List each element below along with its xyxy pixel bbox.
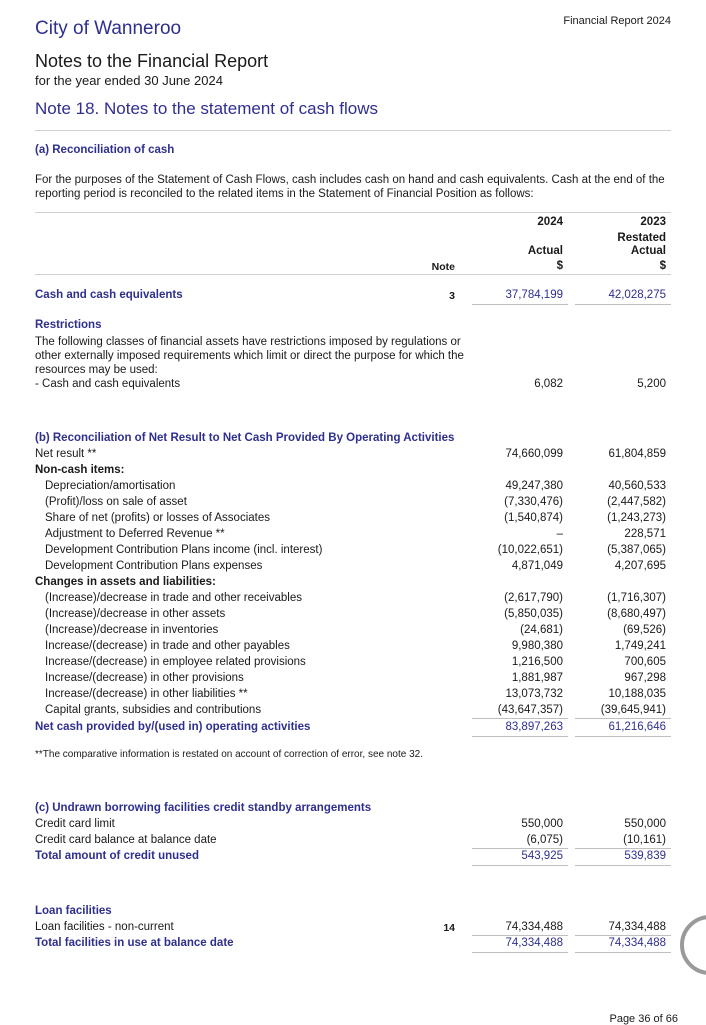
table-row-2024: 1,216,500	[511, 656, 563, 668]
cash-2024: 37,784,199	[505, 289, 563, 301]
table-row-label: Increase/(decrease) in trade and other payables	[45, 640, 290, 652]
organisation-name: City of Wanneroo	[35, 18, 182, 39]
credit-total-overline-2024	[472, 848, 568, 849]
restrictions-item-2023: 5,200	[637, 378, 666, 390]
table-row-label: (Profit)/loss on sale of asset	[45, 496, 187, 508]
operating-total-overline-2024	[472, 718, 568, 719]
column-actual-2023: Actual	[630, 245, 666, 257]
restrictions-heading: Restrictions	[35, 319, 102, 331]
table-row-2024: 13,073,732	[505, 688, 563, 700]
loan-facilities-heading: Loan facilities	[35, 905, 112, 917]
loan-total-2024: 74,334,488	[505, 937, 563, 949]
table-row-2024: 4,871,049	[511, 560, 563, 572]
table-row-2024: (43,647,357)	[497, 704, 563, 716]
table-row-2023: (1,716,307)	[607, 592, 666, 604]
loan-total-2023: 74,334,488	[608, 937, 666, 949]
cash-underline-2023	[575, 304, 671, 305]
table-row-2023: (69,526)	[623, 624, 666, 636]
net-result-2024: 74,660,099	[505, 448, 563, 460]
table-row-2023: (8,680,497)	[607, 608, 666, 620]
column-year-2023: 2023	[640, 216, 666, 228]
table-row-2024: (5,850,035)	[504, 608, 563, 620]
table-row-label: (Increase)/decrease in other assets	[45, 608, 226, 620]
operating-total-underline-2024	[472, 736, 568, 737]
section-c-heading: (c) Undrawn borrowing facilities credit standby arrangements	[35, 802, 372, 814]
table-row-2023: (2,447,582)	[607, 496, 666, 508]
table-row-2023: 967,298	[624, 672, 666, 684]
table-row-2024: 49,247,380	[505, 480, 563, 492]
table-row-2023: 10,188,035	[608, 688, 666, 700]
loan-total-overline-2024	[472, 935, 568, 936]
table-row-label: Increase/(decrease) in other liabilities **	[45, 688, 248, 700]
table-row-label: Capital grants, subsidies and contributions	[45, 704, 262, 716]
loan-noncurrent-label: Loan facilities - non-current	[35, 921, 174, 933]
credit-balance-2024: (6,075)	[526, 834, 563, 846]
table-row-label: (Increase)/decrease in inventories	[45, 624, 219, 636]
operating-total-label: Net cash provided by/(used in) operating activities	[35, 721, 311, 733]
cash-note-ref: 3	[449, 290, 455, 302]
table-row-label: Development Contribution Plans expenses	[45, 560, 263, 572]
page-number: Page 36 of 66	[609, 1013, 678, 1025]
table-row-2024: (24,681)	[520, 624, 563, 636]
loan-total-label: Total facilities in use at balance date	[35, 937, 234, 949]
column-actual-2024: Actual	[527, 245, 563, 257]
loan-total-underline-2024	[472, 952, 568, 953]
changes-heading: Changes in assets and liabilities:	[35, 576, 216, 588]
loan-noncurrent-2024: 74,334,488	[505, 921, 563, 933]
table-row-label: Depreciation/amortisation	[45, 480, 176, 492]
operating-total-underline-2023	[575, 736, 671, 737]
restrictions-paragraph: The following classes of financial assets have restrictions imposed by regulations or other externally imposed requirements which limit or direct the purpose for which the resources may be used:	[35, 336, 464, 376]
table-row-2024: (1,540,874)	[504, 512, 563, 524]
section-a-paragraph: For the purposes of the Statement of Cash Flows, cash includes cash on hand and cash equivalents. Cash at the end of the reporting period is reconciled to the related items in the Statement of Financial Position as follows:	[35, 174, 665, 200]
loan-total-overline-2023	[575, 935, 671, 936]
column-year-2024: 2024	[537, 216, 563, 228]
net-result-2023: 61,804,859	[608, 448, 666, 460]
restrictions-item-2024: 6,082	[534, 378, 563, 390]
table-row-label: (Increase)/decrease in trade and other receivables	[45, 592, 302, 604]
column-currency-2024: $	[556, 260, 563, 272]
column-note: Note	[431, 261, 455, 273]
table-row-2023: (39,645,941)	[600, 704, 666, 716]
table-row-2024: (10,022,651)	[497, 544, 563, 556]
credit-total-underline-2023	[575, 865, 671, 866]
audit-stamp-icon	[680, 915, 706, 975]
credit-balance-label: Credit card balance at balance date	[35, 834, 217, 846]
cash-underline-2024	[472, 304, 568, 305]
operating-total-2024: 83,897,263	[505, 721, 563, 733]
table-row-2023: (1,243,273)	[607, 512, 666, 524]
cash-label: Cash and cash equivalents	[35, 289, 183, 301]
page-title: Notes to the Financial Report	[35, 51, 269, 71]
title-divider	[35, 130, 671, 131]
table-row-2023: 4,207,695	[614, 560, 666, 572]
table-row-2024: (7,330,476)	[504, 496, 563, 508]
credit-total-2024: 543,925	[521, 850, 563, 862]
table-row-2024: –	[556, 528, 563, 540]
table-row-2023: 40,560,533	[608, 480, 666, 492]
table-top-divider	[35, 212, 671, 213]
table-row-2023: 1,749,241	[614, 640, 666, 652]
table-row-2023: 228,571	[624, 528, 666, 540]
credit-total-label: Total amount of credit unused	[35, 850, 199, 862]
operating-total-overline-2023	[575, 718, 671, 719]
table-row-label: Development Contribution Plans income (incl. interest)	[45, 544, 323, 556]
loan-total-underline-2023	[575, 952, 671, 953]
restatement-footnote: **The comparative information is restated on account of correction of error, see note 32.	[35, 749, 423, 760]
report-name: Financial Report 2024	[563, 15, 671, 27]
restrictions-item-label: - Cash and cash equivalents	[35, 378, 181, 390]
credit-limit-2023: 550,000	[624, 818, 666, 830]
table-row-label: Adjustment to Deferred Revenue **	[45, 528, 225, 540]
operating-total-2023: 61,216,646	[608, 721, 666, 733]
credit-total-underline-2024	[472, 865, 568, 866]
page-subtitle: for the year ended 30 June 2024	[35, 73, 223, 88]
net-result-label: Net result **	[35, 448, 97, 460]
table-row-label: Share of net (profits) or losses of Associates	[45, 512, 270, 524]
table-row-label: Increase/(decrease) in employee related provisions	[45, 656, 306, 668]
table-row-2023: (5,387,065)	[607, 544, 666, 556]
table-row-2024: 1,881,987	[511, 672, 563, 684]
credit-limit-2024: 550,000	[521, 818, 563, 830]
table-row-label: Increase/(decrease) in other provisions	[45, 672, 244, 684]
table-row-2023: 700,605	[624, 656, 666, 668]
credit-total-2023: 539,839	[624, 850, 666, 862]
column-restated: Restated	[617, 232, 666, 244]
loan-noncurrent-2023: 74,334,488	[608, 921, 666, 933]
credit-limit-label: Credit card limit	[35, 818, 115, 830]
note-title: Note 18. Notes to the statement of cash flows	[35, 99, 379, 118]
loan-note-ref: 14	[443, 922, 455, 934]
section-b-heading: (b) Reconciliation of Net Result to Net Cash Provided By Operating Activities	[35, 432, 455, 444]
credit-total-overline-2023	[575, 848, 671, 849]
noncash-heading: Non-cash items:	[35, 464, 125, 476]
header-bottom-divider	[35, 274, 671, 275]
table-row-2024: 9,980,380	[511, 640, 563, 652]
column-currency-2023: $	[659, 260, 666, 272]
section-a-heading: (a) Reconciliation of cash	[35, 144, 175, 156]
table-row-2024: (2,617,790)	[504, 592, 563, 604]
cash-2023: 42,028,275	[608, 289, 666, 301]
credit-balance-2023: (10,161)	[623, 834, 666, 846]
